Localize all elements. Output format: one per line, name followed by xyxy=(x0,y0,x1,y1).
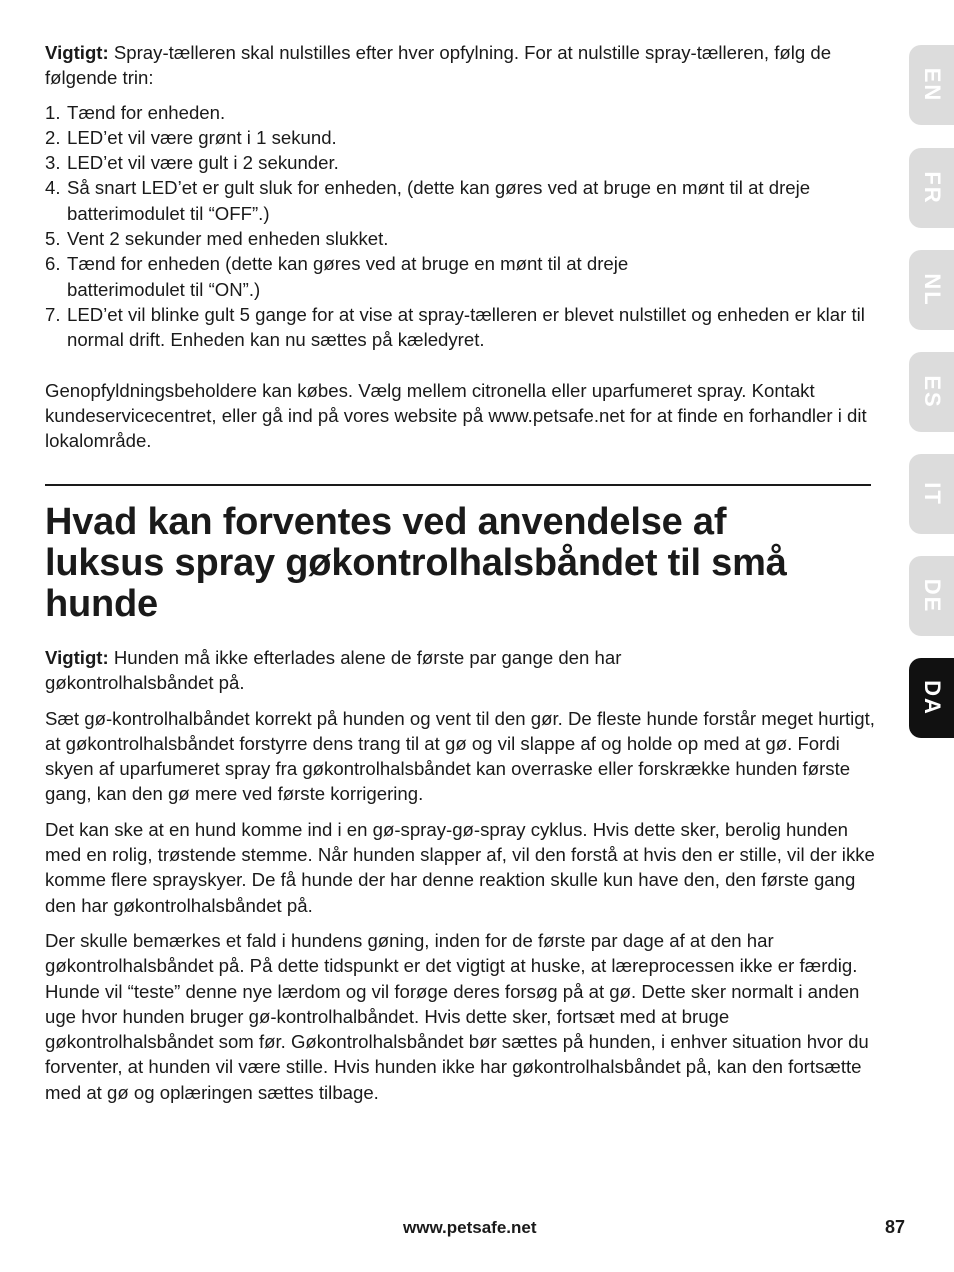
step-number: 3. xyxy=(45,152,61,174)
list-item xyxy=(45,302,875,353)
language-tab-da[interactable] xyxy=(909,658,954,738)
tab-label: DA xyxy=(919,680,945,716)
step-number: 7. xyxy=(45,303,61,325)
step-number: 5. xyxy=(45,228,61,250)
step-text: Så snart LED’et er gult sluk for enheden, (dette kan gøres ved at bruge en mønt til at dreje batterimodulet til “OFF”.) xyxy=(67,177,811,224)
tab-label: FR xyxy=(919,171,945,205)
body-paragraph: Det kan ske at en hund komme ind i en gø-spray-gø-spray cyklus. Hvis dette sker, berolig hunden med en rolig, trøstende stemme. Når hunden slapper af, vil den forstå at hvis den er stille, vil der ikke komme flere sprayskyer. De få hunde der har denne reaktion skulle kun have den, den første gang den har gøkontrolhalsbåndet på. xyxy=(45,818,875,916)
step-text: LED’et vil blinke gult 5 gange for at vise at spray-tælleren er blevet nulstillet og enheden er klar til normal drift. Enheden kan nu sættes på kæledyret. xyxy=(67,303,865,351)
step-text: Vent 2 sekunder med enheden slukket. xyxy=(67,228,389,250)
step-number: 2. xyxy=(45,126,61,148)
body-paragraph: Sæt gø-kontrolhalbåndet korrekt på hunden og vent til den gør. De fleste hunde forstår meget hurtigt, at gøkontrolhalsbåndet forstyrre dens trang til at gø og vil slappe af og holde op med at gø. Fordi skyen af uparfumeret spray fra gøkontrolhalsbåndet kan overraske eller forskrække hunden første gang, kan den gø mere ved første korrigering. xyxy=(45,707,875,805)
list-item xyxy=(45,150,875,175)
instructions-section xyxy=(45,40,875,453)
list-item xyxy=(45,125,875,150)
important-text: Spray-tælleren skal nulstilles efter hver opfylning. For at nulstille spray-tælleren, følg de følgende trin: xyxy=(45,42,832,89)
language-tab-it[interactable] xyxy=(909,454,954,534)
tab-label: IT xyxy=(919,482,945,506)
list-item xyxy=(45,175,875,226)
section-heading: Hvad kan forventes ved anvendelse af luksus spray gøkontrolhalsbåndet til små hunde xyxy=(45,501,787,625)
tab-label: DE xyxy=(919,578,945,614)
tab-label: NL xyxy=(919,273,945,307)
list-item xyxy=(45,226,875,251)
important-label: Vigtigt: xyxy=(45,42,109,63)
language-tab-en[interactable] xyxy=(909,45,954,125)
important-note xyxy=(45,645,705,696)
list-item xyxy=(45,251,875,302)
footer-url[interactable]: www.petsafe.net xyxy=(403,1218,537,1237)
step-text: Tænd for enheden. xyxy=(67,101,226,123)
step-number: 1. xyxy=(45,101,61,123)
step-text: LED’et vil være gult i 2 sekunder. xyxy=(67,152,339,174)
important-text: Hunden må ikke efterlades alene de første par gange den har gøkontrolhalsbåndet på. xyxy=(45,647,622,694)
body-paragraph: Der skulle bemærkes et fald i hundens gøning, inden for de første par dage af at den har gøkontrolhalsbåndet på. På dette tidspunkt er det vigtigt at huske, at læreprocessen ikke er færdig. Hunde vil “teste” denne nye lærdom og vil forøge deres forsøg på at gø. Dette sker normalt i anden uge hvor hunden bruger gø-kontrolhalbåndet. Hvis dette sker, fortsæt med at bruge gøkontrolhalsbåndet som før. Gøkontrolhalsbåndet bør sættes på hunden, i enhver situation hvor du forventer, at hunden vil være stille. Hvis hunden ikke har gøkontrolhalsbåndet på, kan den fortsætte med at gø og oplæringen sættes tilbage. xyxy=(45,929,869,1103)
refill-paragraph: Genopfyldningsbeholdere kan købes. Vælg mellem citronella eller uparfumeret spray. Kontakt kundeservicecentret, eller gå ind på vores website på www.petsafe.net for at finde en forhandler i dit lokalområde. xyxy=(45,379,867,452)
tab-label: ES xyxy=(919,375,945,409)
step-text: LED’et vil være grønt i 1 sekund. xyxy=(67,126,337,148)
language-tab-de[interactable] xyxy=(909,556,954,636)
language-tab-es[interactable] xyxy=(909,352,954,432)
list-item xyxy=(45,100,875,125)
page-number: 87 xyxy=(885,1217,906,1237)
step-number: 6. xyxy=(45,253,61,275)
step-text: Tænd for enheden (dette kan gøres ved at bruge en mønt til at dreje batterimodulet til “ON”.) xyxy=(67,253,629,300)
step-number: 4. xyxy=(45,177,61,199)
section-body xyxy=(45,645,875,1115)
tab-label: EN xyxy=(919,67,945,103)
reset-steps-list xyxy=(45,100,875,353)
section-divider xyxy=(45,484,871,486)
language-tab-fr[interactable] xyxy=(909,148,954,228)
important-note xyxy=(45,40,875,91)
important-label: Vigtigt: xyxy=(45,647,109,668)
language-tab-nl[interactable] xyxy=(909,250,954,330)
